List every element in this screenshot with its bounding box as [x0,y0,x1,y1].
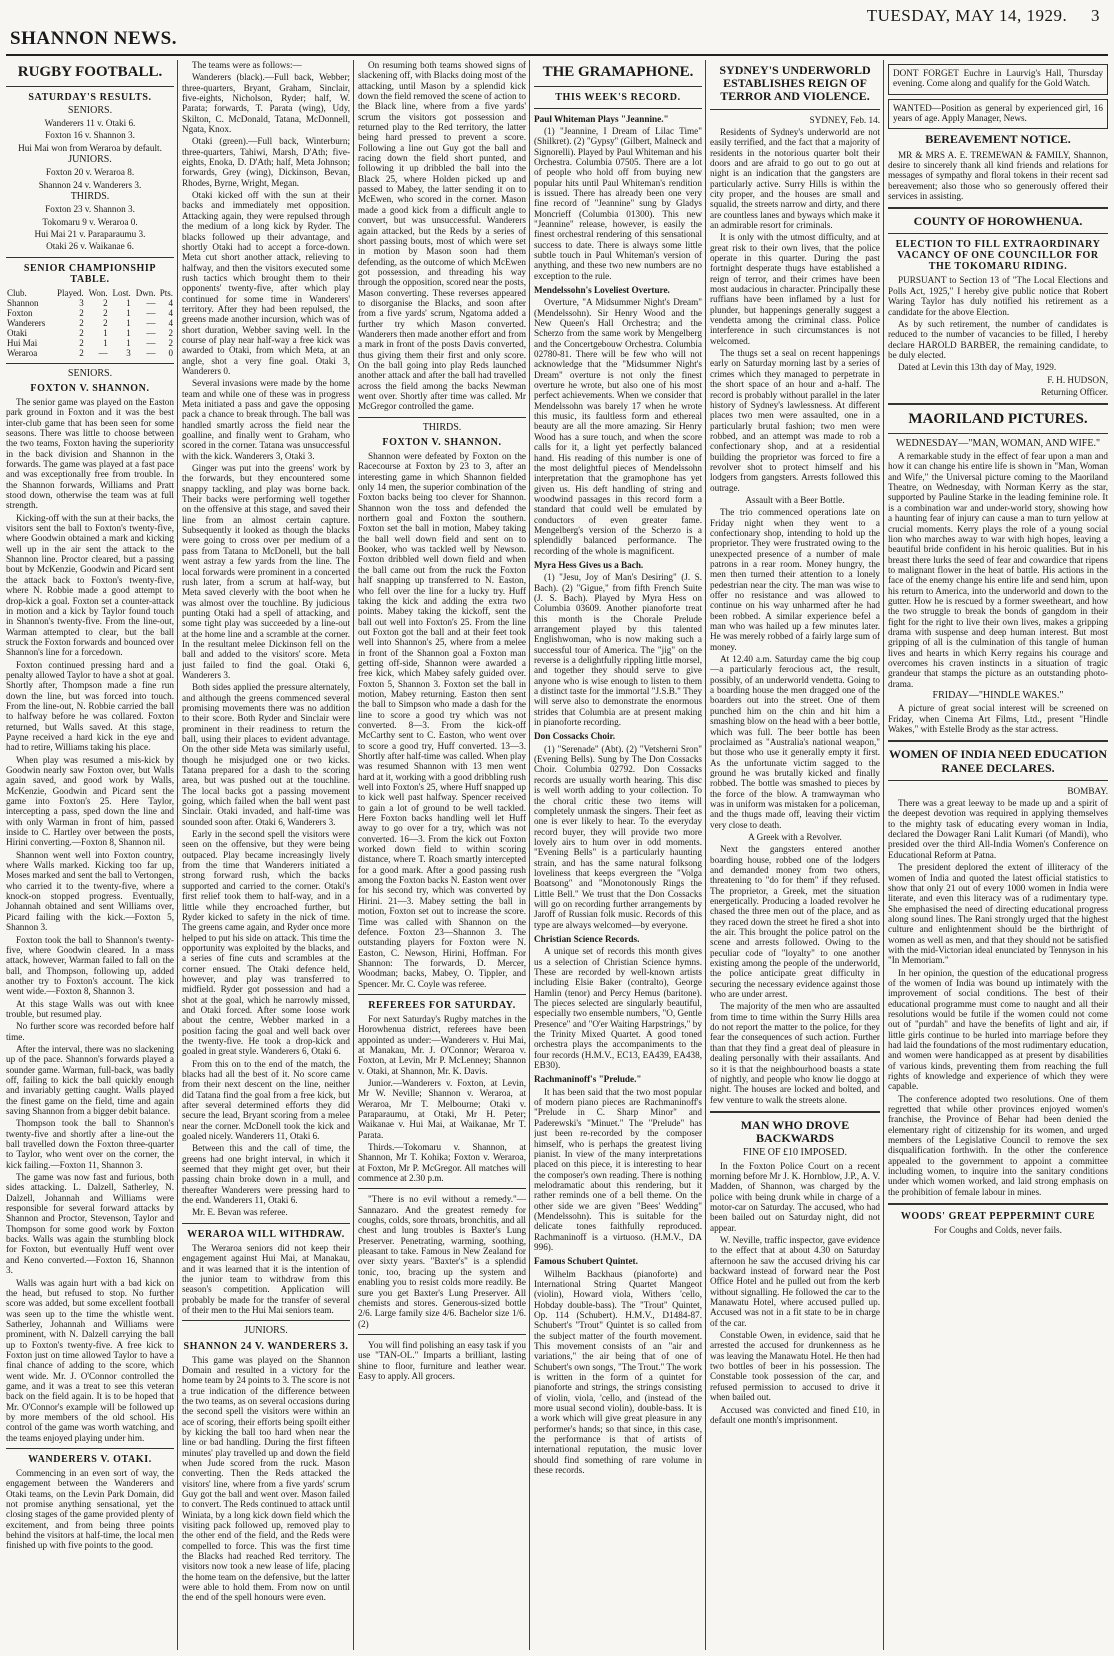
table-header-cell: Won. [88,287,108,298]
match2-body [6,1468,174,1551]
table-cell: 1 [126,317,131,328]
paragraph: Next the gangsters entered another boarding house, robbed one of the lodgers and demanded money from two others, threatening to "do for them" if they refused. The proprietor, a Greek, met the situation energetically. Producing a loaded revolver he chased the three men out of the place, and as they raced down the street he fired a shot into the air. This brought the police patrol on the scene and arrests followed. Owing to the peculiar code of "loyalty" to one another existing among the people of the underworld, the police anticipate great difficulty in securing the necessary evidence against those who are under arrest. [710,844,880,1000]
table-header-cell: Club. [7,287,27,298]
paragraph: At this stage Walls was out with knee trouble, but resumed play. [6,998,174,1019]
match1-body [6,397,174,1443]
juniors-label: JUNIORS. [244,1325,288,1337]
paragraph: Otaki kicked off with the sun at their backs and immediately met opposition. Attacking again, they were repulsed through the medium of a long kick by Ryder. The blacks followed up their advantage, and shortly Otaki had to accept a force-down. Meta cut short another attack, relieving to halfway, and then the visitors executed some rush tactics which brought them to their opponents' twenty-five, after which play continued for some time in Wanderers' territory. After they had been repulsed, the greens made another incursion, which was of short duration, Webber saving well. In the course of play near half-way a free kick was awarded to Otaki, from which Meta, at an angle, shot a very fine goal. Otaki 3, Wanderers 0. [182,190,350,376]
weraroa-body: The Weraroa seniors did not keep their engagement against Hui Mai, at Manakau, and it was learned that it is the intention of the junior team to withdraw from this season's competition. Application will probably be made for the transfer of several of their men to the Hui Mai seniors team. [182,1242,350,1315]
table-row [6,298,174,308]
table-cell: 2 [168,337,173,348]
table-cell: — [146,337,156,348]
gramophone-section-title: Don Cossacks Choir. [534,731,616,742]
table-cell: 1 [126,327,131,338]
result-line: Wanderers 11 v. Otaki 6. [44,117,136,128]
column-rule [883,60,884,1650]
paragraph: The president deplored the extent of illiteracy of the women of India and quoted the latest official statistics to show that only 21 out of every 1000 women in India were literate, and even this literacy was of a rudimentary type. She emphasised the need of directing educational progress along sound lines. The Rani strongly urged that the highest culture and enlightenment should be the birthright of women as well as men, and that they should not be satisfied with the mid-Victorian ideal enunciated by Tennyson in his "In Memoriam." [888,862,1108,966]
table-header-row [6,288,174,298]
result-line: Hui Mai won from Weraroa by default. [18,142,162,153]
result-line: Hui Mai 21 v. Paraparaumu 3. [34,228,146,239]
wanted-advert [888,99,1108,130]
county-heading: COUNTY OF HOROWHENUA. [913,214,1083,229]
table-cell: 1 [103,337,108,348]
table-cell: Wanderers [7,317,46,328]
women-dateline: BOMBAY. [1067,785,1108,796]
sydney-subhead-2: A Greek with a Revolver. [748,831,842,842]
paragraph: When play was resumed a mis-kick by Goodwin nearly saw Foxton over, but Walls again saved, and good work by Walls, McKenzie, Goodwin and Picard sent the game into Foxton's 25. Here Taylor, intercepting a pass, sped down the line and with only Warman in front of him, passed inside to C. Hartley over between the posts, Hirini converting.—Foxton 8, Shannon nil. [6,754,174,848]
paper-name: SHANNON NEWS. [10,28,177,49]
masthead [0,0,1114,58]
gramophone-section-text: Overture, "A Midsummer Night's Dream" (Mendelssohn). Sir Henry Wood and the New Queen's Hall Orchestra; and the Scherzo from the same work by Mengelberg and the Concertgebouw Orchestra. Columbia 02780-81. There will be few who will not acknowledge that the "Midsummer Night's Dream" overture is not only the finest overture he wrote, but also one of his most perfect achievements. When we consider that Mendelssohn was barely 17 when he wrote this music, its faultless form and ethereal beauty are all the more amazing. Sir Henry Wood has a sure touch, and when the score calls for it, a light yet perfectly balanced hand. His reading of this number is one of the most delightful pieces of Mendelssohn interpretation that the gramophone has yet given us. His deft handling of string and woodwind passages in this record form a standard that could well be emulated by conductors of even greater fame. Mengelberg's version of the Scherzo is a splendidly balanced performance. The recording of the whole is magnificent. [534,297,702,556]
gramophone-section-text: It has been said that the two most popular of modern piano pieces are Rachmaninoff's "Prelude in C. Sharp Minor" and Paderewski's "Minuet." The "Prelude" has just been re-recorded by the composer himself, who is perhaps the greatest living pianist. In view of the many interpretations placed on this piece, it is interesting to hear the composer's own reading. There is nothing melodramatic about this rendering, but it rather reminds one of a bell theme. On the other side we are given "Bees' Wedding" (Mendelssohn). This is suitable for the delicate tones faithfully reproduced. Rachmaninoff is a virtuoso. (H.M.V., DA 996). [534,1086,702,1252]
gramophone-heading: THE GRAMAPHONE. [542,64,694,80]
table-cell: 4 [168,317,173,328]
paragraph: Accused was convicted and fined £10, in default one month's imprisonment. [710,1404,880,1425]
paragraph: The conference adopted two resolutions. One of them regretted that while other provinces enjoyed women's franchise, the Province of Behar had been denied the elementary right of citizenship for its women, and urged members of the Legislative Council to remove the sex disqualification forthwith. In the other the conference appealed to the government to appoint a committee including women, to inquire into the sanitary conditions under which women worked, and laid strong emphasis on the prohibition of female labour in mines. [888,1093,1108,1197]
table-cell: 2 [168,327,173,338]
table-row [6,338,174,348]
table-cell: 4 [168,297,173,308]
referees-body-2: Junior.—Wanderers v. Foxton, at Levin, Mr W. Neville; Shannon v. Weraroa, at Weraroa, Mr T. Melbourne; Otaki v. Paraparaumu, at Otaki, Mr H. Peter; Waikanae v. Hui Mai, at Waikanae, Mr T. Parata. [358,1077,526,1140]
signature-name: F. H. HUDSON, [1047,374,1108,385]
election-text: PURSUANT to Section 13 of "The Local Elections and Polls Act, 1925," I hereby give public notice that Robert Waring Taylor has duly notified his retirement as a candidate for the above Election. [888,275,1108,317]
paragraph: At 12.40 a.m. Saturday came the big coup—a particularly ferocious act, the result, possibly, of an underworld vendetta. Going to a boarding house the men dragged one of the boarders out into the street. One of them punched him on the chin and hit him a smashing blow on the head with a beer bottle, which was full. The beer bottle has been proclaimed as "Australia's national weapon," but those who use it generally empty it first. As the unfortunate victim sagged to the ground he was brutally kicked and finally robbed. The bottle was smashed to pieces by the force of the blow. A tramwayman who was in uniform was mistaken for a policeman, and the thugs made off, leaving their victim very close to death. [710,654,880,830]
results-seniors-label: SENIORS. [67,104,113,116]
gramophone-sections [534,114,702,1476]
maoriland-text: A remarkable study in the effect of fear upon a man and how it can change his entire life is shown in "Man, Woman and Wife," the Universal picture coming to the Maoriland Theatre, on Wednesday, with Norman Kerry as the star, supported by Pauline Starke in the leading feminine role. It is a combination war and under-world story, showing how a haunting fear of injury can cause a man to turn yellow at crucial moments. Kerry plays the role of a young social lion who marches away to war with high hopes, leaving a beautiful bride confident in his heroic qualities. But in his breast there lurks the seed of fear and cowardice that ripens to malignant flower in the heat of battle. His actions in the face of the enemy change his entire life and send him, upon his return to America, into the underworld and down to the gutter. How he is rescued by a former sweetheart, and how the two struggle to break the bonds of gangdom in their fight for the right to live their own lives, makes a gripping drama with suspense and deep human interest. But most gripping of all is the culmination of this tangle of human lives and hearts in which Kerry regains his courage and overcomes his craven instincts in a situation of tragic grandeur that stamps the picture as an outstanding photo-drama. [888,451,1108,689]
table-cell: 2 [79,337,84,348]
table-cell: 3 [126,347,131,358]
table-header-cell: Dwn. [135,287,156,298]
table-cell: 2 [103,317,108,328]
table-cell: 4 [168,307,173,318]
women-body [888,798,1108,1197]
match2-heading: WANDERERS V. OTAKI. [28,1454,152,1465]
paragraph: Thompson took the ball to Shannon's twenty-five and shortly after a line-out the ball travelled down the Foxton three-quarter to Taylor, who went over on the corner, the kick failing.—Foxton 11, Shannon 3. [6,1118,174,1170]
woods-heading: WOODS' GREAT PEPPERMINT CURE [900,1211,1096,1223]
championship-table [6,288,174,358]
paragraph: The teams were as follows:— [192,60,302,70]
column-rule [705,60,706,1650]
results-heading: SATURDAY'S RESULTS. [28,91,152,103]
gramophone-section-text: A unique set of records this month gives us a selection of Christian Science hymns. These are recorded by well-known artists including Elsie Baker (contralto), George Hamlin (tenor) and Percy Hemus (baritone). The pieces selected are singularly beautiful, especially two ensemble numbers, "O, Gentle Presence" and "O'er Waiting Harpstrings," by the Trinity Mixed Quartet. A good toned orchestra plays the accompaniments to the four records (H.M.V., EC13, EA439, EA438, EB30). [534,946,702,1071]
paragraph: Otaki (green).—Full back, Winterburn; three-quarters, Tahiwi, Marsh, D'Ath; five-eights, Enoka, D. D'Ath; half, Meta Johnson; forwards, Grey (wing), Dickinson, Bevan, Rhodes, Byrne, Wright, Megan. [182,136,350,188]
column-2 [182,60,350,1650]
backwards-heading: MAN WHO DROVE BACKWARDS [740,1117,850,1146]
sydney-subhead-1: Assault with a Beer Bottle. [745,494,845,505]
baxters-advert: "There is no evil without a remedy."—Sannazaro. And the greatest remedy for coughs, colds, sore throats, bronchitis, and all chest and lung troubles is Baxter's Lung Preserver. Penetrating, warming, soothing, pleasant to take. Famous in New Zealand for over sixty years. "Baxter's" is a splendid tonic, too, bracing up the system and enabling you to resist colds more readily. Be sure you get Baxter's Lung Preserver. All chemists and stores. Generous-sized bottle 2/6. Large family size 4/6. Bachelor size 1/6. (2) [358,1194,526,1329]
results-seniors-list [6,118,174,153]
issue-date [867,6,1100,26]
thirds-match-heading: FOXTON V. SHANNON. [382,437,502,449]
rugby-heading: RUGBY FOOTBALL. [17,64,163,80]
column-3 [358,60,526,1650]
table-cell: 2 [79,317,84,328]
paragraph: From this on to the end of the match, the blacks had all the best of it. No score came from their next descent on the line, neither did Tatana find the goal from a free kick, but after several determined efforts they did secure the lead, Bryant scoring from a melee near the corner. McDonell took the kick and goaled nicely. Wanderers 11, Otaki 6. [182,1058,350,1142]
results-thirds-list [6,204,174,251]
gramophone-section-title: Paul Whiteman Plays "Jeannine." [534,113,669,124]
table-cell: 2 [103,307,108,318]
column-rule [353,60,354,1650]
table-cell: 2 [103,297,108,308]
table-header-cell: Pts. [159,287,173,298]
match1-heading: FOXTON V. SHANNON. [30,382,150,394]
gramophone-section-text: (1) "Jeannine, I Dream of Lilac Time" (Shilkret). (2) "Gypsy" (Gilbert, Malneck and Signorelli). Played by Paul Whiteman and his Orchestra. Columbia 07505. There are a lot of people who hold off from buying new popular hits until Paul Whiteman's rendition is issued. There has already been one very fine record of "Jeannine" sung by Gladys Moncrieff (Columbia 01300). This new "Jeannine" release, however, is easily the finest orchestral rendering of this sensational success to date. There is always some little subtle touch in Paul Whiteman's version of anything, and these two new numbers are no exception to the rule. [534,125,702,281]
table-cell: 3 [79,297,84,308]
gramophone-section-title: Christian Science Records. [534,933,640,944]
backwards-sub: FINE OF £10 IMPOSED. [743,1147,847,1159]
table-cell: — [146,317,156,328]
table-cell: Shannon [7,297,39,308]
seniors-label: SENIORS. [67,367,113,379]
weraroa-heading: WERAROA WILL WITHDRAW. [187,1228,345,1240]
euchre-advert [888,64,1108,95]
paragraph: There was a great leeway to be made up and a spirit of the deepest devotion was required in applying themselves to the mighty task of educating every woman in India, declared the Dowager Rani Lalit Kumari (of Mandi), who presided over the third All-India Women's Conference on Educational Reform at Patna. [888,798,1108,860]
referees-heading: REFEREES FOR SATURDAY. [368,999,516,1011]
paragraph: Walls was again hurt with a bad kick on the head, but refused to stop. No further score was added, but some excellent football was seen up to the time the whistle went. Satherley, Johannah and Williams were prominent, with N. Dalzell carrying the ball up to Foxton's twenty-five. A free kick to Foxton just on time allowed Taylor to have a final chance of adding to the score, which went wide. Mr. J. O'Connor controlled the game, and it was a treat to see this veteran back on the field again. It is to be hoped that Mr. O'Connor's example will be followed up by more members of the old school. His control of the game was worth watching, and the teams enjoyed playing under him. [6,1277,174,1443]
table-cell: — [98,347,108,358]
paragraph: Mr. E. Bevan was referee. [192,1207,288,1218]
table-header-cell: Played. [56,287,84,298]
table-cell: 2 [79,347,84,358]
paragraph: Foxton continued pressing hard and a penalty allowed Taylor to have a shot at goal. Shortly after, Thompson made a fine run down the line, but was forced into touch. From the line-out, N. Robbie carried the ball to halfway before he was collared. Foxton returned, but Walls saved. At this stage, Payne received a hard kick in the eye and had to retire, Williams taking his place. [6,659,174,753]
column-6 [888,60,1108,1650]
result-line: Foxton 20 v. Weraroa 8. [45,167,135,178]
gramophone-section-text: (1) "Jesu, Joy of Man's Desiring" (J. S. Bach). (2) "Gigue," from fifth French Suite (J. S. Bach). Played by Myra Hess on Columbia 03609. Another pianoforte treat this month is the Chorale Prelude arrangement played by this talented Englishwoman, who is now making such a successful tour of America. The "jig" on the reverse is a delightfully rippling little morsel, and together they should serve to give anyone who is wise enough to listen to them a distinct taste for the immortal "J.S.B." They will serve also to demonstrate the enormous strides that Columbia are at present making in pianoforte recording. [534,572,702,728]
sydney-heading: SYDNEY'S UNDERWORLD ESTABLISHES REIGN OF TERROR AND VIOLENCE. [719,63,871,104]
table-cell: — [146,327,156,338]
table-cell: Weraroa [7,347,38,358]
gramophone-section-title: Rachmaninoff's "Prelude." [534,1074,642,1085]
table-cell: — [146,307,156,318]
thirds-match-body: Shannon were defeated by Foxton on the Racecourse at Foxton by 23 to 3, after an interesting game in which Shannon fielded only 14 men, the superior combination of the Foxton backs being too clever for Shannon. Shannon won the toss and defended the northern goal and Foxton the southern. Foxton set the ball in motion, Mabey taking the ball well down field and sent on to Booker, who was tackled well by Newson. Foxton dribbled well down field and when the ball came out from the ruck the Foxton half snapping up transferred to N. Easton, who fell over the line for a lucky try. Huff taking the kick and adding the extra two points. Mabey taking the kickoff, sent the ball out well into Foxton's 25. From the line out Foxton got the ball and at their feet took well into Shannon's 25, where from a melee in front of the Shannon goal a Foxton man getting off-side, Shannon were awarded a free kick, which Mabey safely guided over. Foxton 5, Shannon 3. Foxton set the ball in motion, Mabey returning. Easton then sent the ball to Simpson who made a dash for the line to score a good try which was not converted. 8—3. From the kick-off McCarthy sent to C. Easton, who went over to score a good try, Huff converted. 13—3. Shortly after half-time was called. When play was resumed Shannon with 13 men went hard at it, working with a good dribbling rush well into Foxton's 25, where Huff snapped up to kick well past halfway. Spencer received to gain a lot of ground to be well tackled. Here Foxton backs handling well let Huff away to go over for a try, which was not converted. 16—3. From the kick out Foxton worked down field to within scoring distance, where T. Roach smartly intercepted for a good mark. After a good passing rush among the Foxton backs N. Easton went over for his second try, which was converted by Hirini. 21—3. Mabey setting the ball in motion, Foxton set out to increase the score. Time was called with Shannon on the defence. Foxton 23—Shannon 3. The outstanding players for Foxton were N. Easton, C. Newson, Hirini, Hoffman. For Shannon: The forwards, D. Mercer, Woodman; backs, Mabey, O. Tippler, and Spencer. Mr. C. Coyle was referee. [358,451,526,989]
junior-match-heading: SHANNON 24 V. WANDERERS 3. [183,1340,349,1352]
friday-sub: FRIDAY—"HINDLE WAKES." [932,690,1064,701]
paragraph: The senior game was played on the Easton park ground in Foxton and it was the best inter-club game that has been seen for some seasons. There was little to choose between the two teams, Foxton having the superiority in the back division and Shannon in the forwards. The game was played at a fast pace and was exceptionally free from trouble. In the Shannon forwards, Williams and Pratt stood down, otherwise the team was at full strength. [6,396,174,511]
table-cell: 0 [168,347,173,358]
bereavement-text: MR & MRS A. E. TREMEWAN & FAMILY, Shannon, desire to sincerely thank all kind friends and relations for messages of sympathy and floral tokens in their recent sad bereavement; also those who so generously offered their services in assisting. [888,149,1108,201]
table-cell: 2 [79,307,84,318]
paragraph: The thugs set a seal on recent happenings early on Saturday morning last by a series of crimes which they managed to perpetrate in the short space of an hour and a-half. The record is probably without parallel in the later history of Sydney's lawlessness. At different places two men were assaulted, one in a particularly brutal fashion; two men were robbed, and an attempt was made to rob a confectionary shop, and at a residential building the proprietor was forced to fire a revolver shot to protect himself and his lodgers from gangsters. Arrests followed this outrage. [710,348,880,493]
signature-title: Returning Officer. [1040,386,1108,397]
column-5 [710,60,880,1650]
paragraph: Shannon went well into Foxton country, where Walls marked. Kicking too far up, Moses marked and sent the ball to Vertongen, who carried it to the twenty-five, where a knock-on stopped progress. Eventually, Johannah obtained and sent Williams over, Picard failing with the kick.—Foxton 5, Shannon 3. [6,849,174,933]
sydney-body-3 [710,844,880,1105]
paragraph: Commencing in an even sort of way, the engagement between the Wanderers and Otaki teams, on the Levin Park Domain, did not promise anything sensational, yet the closing stages of the game provided plenty of excitement, and from being three points behind the visitors at half-time, the local men finished up with five points to the good. [6,1468,174,1551]
paragraph: After the interval, there was no slackening up of the pace. Shannon's forwards played a sounder game. Warman, full-back, was badly off, failing to kick the ball quickly enough and invariably getting caught. Walls played the finest game on the field, time and again saving Shannon from a bigger debit balance. [6,1043,174,1116]
election-heading: ELECTION TO FILL EXTRAORDINARY VACANCY OF ONE COUNCILLOR FOR THE TOKOMARU RIDING. [895,239,1101,273]
table-cell: 1 [103,327,108,338]
table-cell: 1 [126,307,131,318]
paragraph: In the Foxton Police Court on a recent morning before Mr J. K. Hornblow, J.P., A. V. Madden, of Shannon, was charged by the police with being drunk while in charge of a motor-car on Saturday. The accused, who had been bailed out on Saturday night, did not appear. [710,1160,880,1233]
table-cell: Foxton [7,307,33,318]
result-line: Shannon 24 v. Wanderers 3. [38,179,142,190]
sydney-dateline: SYDNEY, Feb. 14. [809,114,880,125]
paragraph: Between this and the call of time, the greens had one bright interval, in which it seemed that they might get over, but their passing chain broke down in a mull, and thereafter Wanderers were pressing hard to the end. Wanderers 11, Otaki 6. [182,1143,350,1206]
paragraph: The game was now fast and furious, both sides attacking. L. Dalzell, Satherley, N. Dalzell, Johannah and Williams were responsible for several forward attacks by Shannon and Proctor, Stevenson, Taylor and Thompson for some good work by Foxton backs. Walls was again the stumbling block for Foxton, but eventually Huff went over and Keno converted.—Foxton 16, Shannon 3. [6,1172,174,1276]
tanol-advert: You will find polishing an easy task if you use "TAN-OL." Imparts a brilliant, lasting shine to floor, furniture and leather wear. Easy to apply. All grocers. [358,1339,526,1381]
paragraph: Foxton took the ball to Shannon's twenty-five, where Goodwin cleared. In a mass attack, however, Warman failed to fall on the ball, and Thompson, following up, added another try to Foxton's account. The kick went wide.—Foxton 8, Shannon 3. [6,934,174,997]
result-line: Foxton 16 v. Shannon 3. [45,130,135,141]
paragraph: No further score was recorded before half time. [6,1021,174,1042]
gramophone-sub: THIS WEEK'S RECORD. [555,91,681,103]
table-cell: Otaki [7,327,27,338]
table-cell: 1 [126,297,131,308]
gramophone-section-text: Wilhelm Backhaus (pianoforte) and International String Quartet Mangeot (violin), Howard viola, Withers 'cello, Hobday double-bass). The "Trout" Quintet, Op. 114 (Schubert). H.M.V., D1484-87. Schubert's "Trout" Quintet is so called from the subject matter of the fourth movement. This movement consists of an "air and variations," the air being that of one of Schubert's own songs, "The Trout." The work is written in the form of a quintet for pianoforte and strings, the strings consisting of violin, viola, 'cello, and (instead of the more usual second violin), double-bass. It is a work which will give great pleasure in any performer's hands; so that since, in this case, the performance is that of artists of international reputation, the music lover should find something of rare volume in these records. [534,1268,702,1476]
result-line: Otaki 26 v. Waikanae 6. [46,241,134,252]
gramophone-section-title: Famous Schubert Quintet. [534,1256,638,1267]
thirds-label: THIRDS. [422,421,462,433]
table-row [6,348,174,358]
paragraph: W. Neville, traffic inspector, gave evidence to the effect that at about 4.30 on Saturday afternoon he saw the accused driving his car backward instead of forward near the Post Office Hotel and he pulled out from the kerb without signalling. He followed the car to the Manawatu Hotel, where accused pulled up. Accused was not in a fit state to be in charge of the car. [710,1235,880,1328]
referees-body: For next Saturday's Rugby matches in the Horowhenua district, referees have been appointed as under:—Wanderers v. Hui Mai, at Manakau, Mr. J. O'Connor; Weraroa v. Foxton, at Levin, Mr P. McLenney; Shannon v. Otaki, at Shannon, Mr. K. Davis. [358,1013,526,1076]
maoriland-heading: MAORILAND PICTURES. [908,411,1088,428]
election-text-3: Dated at Levin this 13th day of May, 1929. [898,362,1057,373]
paragraph: The majority of the men who are assaulted from time to time within the Surry Hills area do not report the matter to the police, for they fear the consequences of such action. Further than that they find a great deal of pleasure in dealing personally with their assailants. And so it is that the neighbourhood boasts a state of nightly, and people who know lie doggo at night. The houses are locked and bolted, and few venture to walk the streets alone. [710,1001,880,1105]
paragraph: Several invasions were made by the home team and while one of these was in progress Meta initiated a pass and gave the opposing pack a chance to break through. The ball was handled smartly across the field near the goalline, and finally went to Graham, who scored in the corner. Tatana was unsuccessful with the kick. Wanderers 3, Otaki 3. [182,378,350,461]
paragraph: Wanderers (black).—Full back, Webber; three-quarters, Bryant, Graham, Sinclair, five-eights, Nicholson, Ryder; half, W. Parata; forwards, T. Parata (wing), Udy, Skilton, C. McDonald, Tatana, McDonnell, Ngata, Knox. [182,72,350,135]
table-cell: 2 [79,327,84,338]
euchre-text: DONT FORGET Euchre in Laurvig's Hall, Thursday evening. Come along and qualify for the Gold Watch. [893,68,1103,89]
wanted-text: WANTED—Position as general by experienced girl, 16 years of age. Apply Manager, News. [893,102,1103,124]
column-1 [6,60,174,1650]
women-heading: WOMEN OF INDIA NEED EDUCATION RANEE DECLARES. [888,747,1107,775]
backwards-body [710,1161,880,1426]
masthead-rule [6,54,1108,56]
table-cell: — [146,347,156,358]
referees-body-3: Thirds.—Tokomaru v. Shannon, at Shannon, Mr T. Kohika; Foxton v. Weraroa, at Foxton, Mr P. McGregor. All matches will commence at 2.30 p.m. [358,1142,526,1184]
result-line: Foxton 23 v. Shannon 3. [45,204,135,215]
championship-table-heading: SENIOR CHAMPIONSHIP TABLE. [23,262,157,285]
table-row [6,328,174,338]
table-cell: 1 [126,337,131,348]
table-header-cell: Lost. [112,287,131,298]
gramophone-section-title: Myra Hess Gives us a Bach. [534,559,644,570]
friday-text: A picture of great social interest will be screened on Friday, when Cinema Art Films, Ltd., present "Hindle Wakes," with Estelle Brody as the star actress. [888,703,1108,735]
table-cell: — [146,297,156,308]
junior-match-body-2: On resuming both teams showed signs of slackening off, with Blacks doing most of the attacking, until Mason by a splendid kick down the field removed the scene of action to the Black line, where from a five yards' scrum the visitors got possession and returned play to the Red territory, the latter being hard pressed to prevent a score. Following a line out Guy got the ball and racing down the field short punted, and following it up dribbled the ball into the Black 25, where Holden picked up and passed to Mabey, the latter sending it on to McEwen, who scored in the corner. Mason made a good kick from a difficult angle to convert, but was unsuccessful. Wanderers again attacked, but the Reds by a series of short passing bouts, most of which were set in motion by Mason soon had them defending, as the outcome of which McEwen got possession, and threading his way through the opposition, scored near the posts, Mason converting. These reverses appeared to disorganise the Blacks, and soon after from a five yards' scrum, Ngatoma added a further try which Mason converted. Wanderers then made another effort and from a mark in front of the posts Davis converted, thus giving them their first and only score. On the ball going into play Reds launched another attack and after the ball had travelled across the field among the backs Newman went over. Shortly after time was called. Mr McGregor controlled the game. [358,60,526,412]
paragraph: Both sides applied the pressure alternately, and although the greens commenced several promising movements there was no addition to their score. Both Ryder and Sinclair were prominent in their readiness to return the ball, using their places to evident advantage. On the other side Meta was similarly useful, though he misjudged one or two kicks. Tatana prepared for a dash to the scoring area, but was pushed out at the touchline. The local backs got a passing movement going, which failed when the ball went past Sinclair. Otaki invaded, and half-time was sounded soon after. Otaki 6, Wanderers 3. [182,682,350,827]
column-4 [534,60,702,1650]
paragraph: Ginger was put into the greens' work by the forwards, but they encountered some snappy tackling, and play was borne back. Their backs were performing well together on the offensive at this stage, and saved their line from an almost certain capture. Subsequently it looked as though the blacks were going to cross over per medium of a pass from Tatana to McDonell, but the ball went astray a few yards from the line. The local forwards were prominent in a concerted rush later, from a scrum at half-way, but Meta saved cleverly with the boot when he was almost over the touchline. By judicious punting Otaki had a spell of attacking, and some tight play was succeeded by a line-out at the home line and a scramble at the corner. In the resultant melee Dickinson fell on the ball and added to the visitors' score. Meta just failed to find the goal. Otaki 6, Wanderers 3. [182,463,350,680]
column-rule [529,60,530,1650]
table-cell: Hui Mai [7,337,38,348]
maoriland-sub: WEDNESDAY—"MAN, WOMAN, AND WIFE." [895,437,1101,449]
gramophone-section-title: Mendelssohn's Loveliest Overture. [534,285,670,295]
paragraph: Kicking-off with the sun at their backs, the visitors sent the ball to Foxton's twenty-five, where Goodwin obtained a mark and kicking well up in the air sent the attack to the Shannon line. Proctor cleared, but a passing bout by McKenzie, Goodwin and Picard sent the attack back to Foxton's twenty-five, where N. Robbie made a good attempt to drop-kick a goal. Foxton set a counter-attack in motion and a kick by Taylor found touch in Shannon's twenty-five. From the line-out, Warman attempted to clear, but the ball struck the Foxton forwards and bounced over Shannon's line for a forcedown. [6,512,174,658]
table-row [6,318,174,328]
paragraph: It is only with the utmost difficulty, and at great risk to their own lives, that the police operate in this quarter. During the past fortnight desperate thugs have established a reign of terror, and their crimes have been most audacious in character. Principally these ruffians have been inflamed by a lust for plunder, but happenings generally suggest a vendetta among the criminal class. Police interference in such circumstances is not welcomed. [710,232,880,346]
paragraph: The trio commenced operations late on Friday night when they went to a confectionary shop, intending to hold up the proprietor. They were frustrated owing to the unexpected presence of a number of male patrons in a rear room. Money hungry, the men then turned their attention to a lonely pedestrian near the city. The man was wise to offer no resistance and was allowed to continue on his way unharmed after he had been robbed. A similar experience befel a man who was hailed up a few minutes later. He was merely robbed of a fairly large sum of money. [710,507,880,652]
table-row [6,308,174,318]
column-rule [177,60,178,1650]
election-text-2: As by such retirement, the number of candidates is reduced to the number of vacancies to be filled, I hereby declare HAROLD BARBER, the remaining candidate, to be duly elected. [888,318,1108,360]
page-number: 3 [1091,6,1100,25]
sydney-body [710,127,880,493]
paragraph: Early in the second spell the visitors were seen on the offensive, but they were being outpaced. Play became increasingly lively from the time that Wanderers initiated a strong forward rush, which the backs supported and carried to the corner. Otaki's first relief took them to half-way, and in a little while they encroached further, but Ryder kicked to safety in the nick of time. The greens came again, and Ryder once more helped to put his side on attack. This time the opportunity was exploited by the blacks, and a series of fine cuts and scrambles at the corner ensued. The Otaki defence held, however, and play was transferred to midfield. Ryder got possession and had a shot at the goal, which he narrowly missed, and Otaki forced. After some loose work about the centre, Webber marked in a position facing the goal and well back over the twenty-five. He took a drop-kick and goaled in great style. Wanderers 6, Otaki 6. [182,829,350,1057]
junior-match-body: This game was played on the Shannon Domain and resulted in a victory for the home team by 24 points to 3. The score is not a true indication of the difference between the two teams, as on several occasions during the second spell the visitors were within an ace of scoring, their efforts being spoilt either by kicking the ball too hard when near the line or bad handling. During the first fifteen minutes' play travelled up and down the field when Jude scored from the ruck. Mason converting. Then the Reds attacked the visitors' line, where from a five yards' scrum Guy got the ball and went over. Mason failed to convert. The Reds continued to attack until Winiata, by a long kick down field which the visiting pack followed up, removed play to the other end of the field, and the Reds were compelled to force. This was the first time the Blacks had reached Red territory. The visitors now took a new lease of life, placing the home team on the defensive, but the latter were able to hold them. From now on until the end of the spell honours were even. [182,1354,350,1603]
date-text: TUESDAY, MAY 14, 1929. [866,6,1068,25]
results-juniors-label: JUNIORS. [68,153,112,165]
bereavement-heading: BEREAVEMENT NOTICE. [925,132,1071,147]
gramophone-section-text: (1) "Serenade" (Abt). (2) "Vetsherni Sron" (Evening Bells). Sung by The Don Cossacks Choir. Columbia 02792. Don Cossacks records are usually worth hearing. This disc is well worth adding to your collection. To the choral critic these two items will completely unmask the singers. Their feet as one is ever likely to hear. To the everyday record buyer, they will provide two more lovely airs to hum over in odd moments. "Evening Bells" is a particularly haunting strain, and has the same natural folksong loveliness that keeps evergreen the "Volga Boatsong" and "Monotonously Rings the Little Bell." We trust that the Don Cossacks will go on recording further arrangements by Jaroff of Russian folk music. Records of this type are always welcomed—by everyone. [534,743,702,930]
paragraph: Residents of Sydney's underworld are not easily terrified, and the fact that a majority of residents in the notorious quarter bolt their doors and are afraid to go out to go out at night is an indication that the gangsters are particularly active. Surry Hills is within the city proper, and the houses are small and squalid, the streets narrow and dirty, and there are countless lanes and byways which make it an admirable resort for criminals. [710,126,880,230]
results-juniors-list [6,167,174,190]
sydney-body-2 [710,507,880,830]
paragraph: Constable Owen, in evidence, said that he arrested the accused for drunkenness as he was leaving the Manawatu Hotel. He then had two bottles of beer in his possession. The Constable took possession of the car, and refused permission to accused to drive it when bailed out. [710,1330,880,1403]
paragraph: In her opinion, the question of the educational progress of the women of India was bound up intimately with the improvement of social conditions. The best of their educational programme must come to naught and all their resolutions would be futile if the women could not come out of "purdah" and have the benefits of light and air, if little girls continue to be hurled into marriage before they had laid the foundations of the most rudimentary education, and women were handicapped as at present by disabilities of various kinds, preventing them from reaching the full rights of knowledge and experience of which they were capable. [888,967,1108,1092]
results-thirds-label: THIRDS. [70,190,110,202]
woods-text: For Coughs and Colds, never fails. [934,1225,1062,1236]
match2-continued [182,60,350,1218]
result-line: Tokomaru 9 v. Weraroa 0. [42,216,138,227]
